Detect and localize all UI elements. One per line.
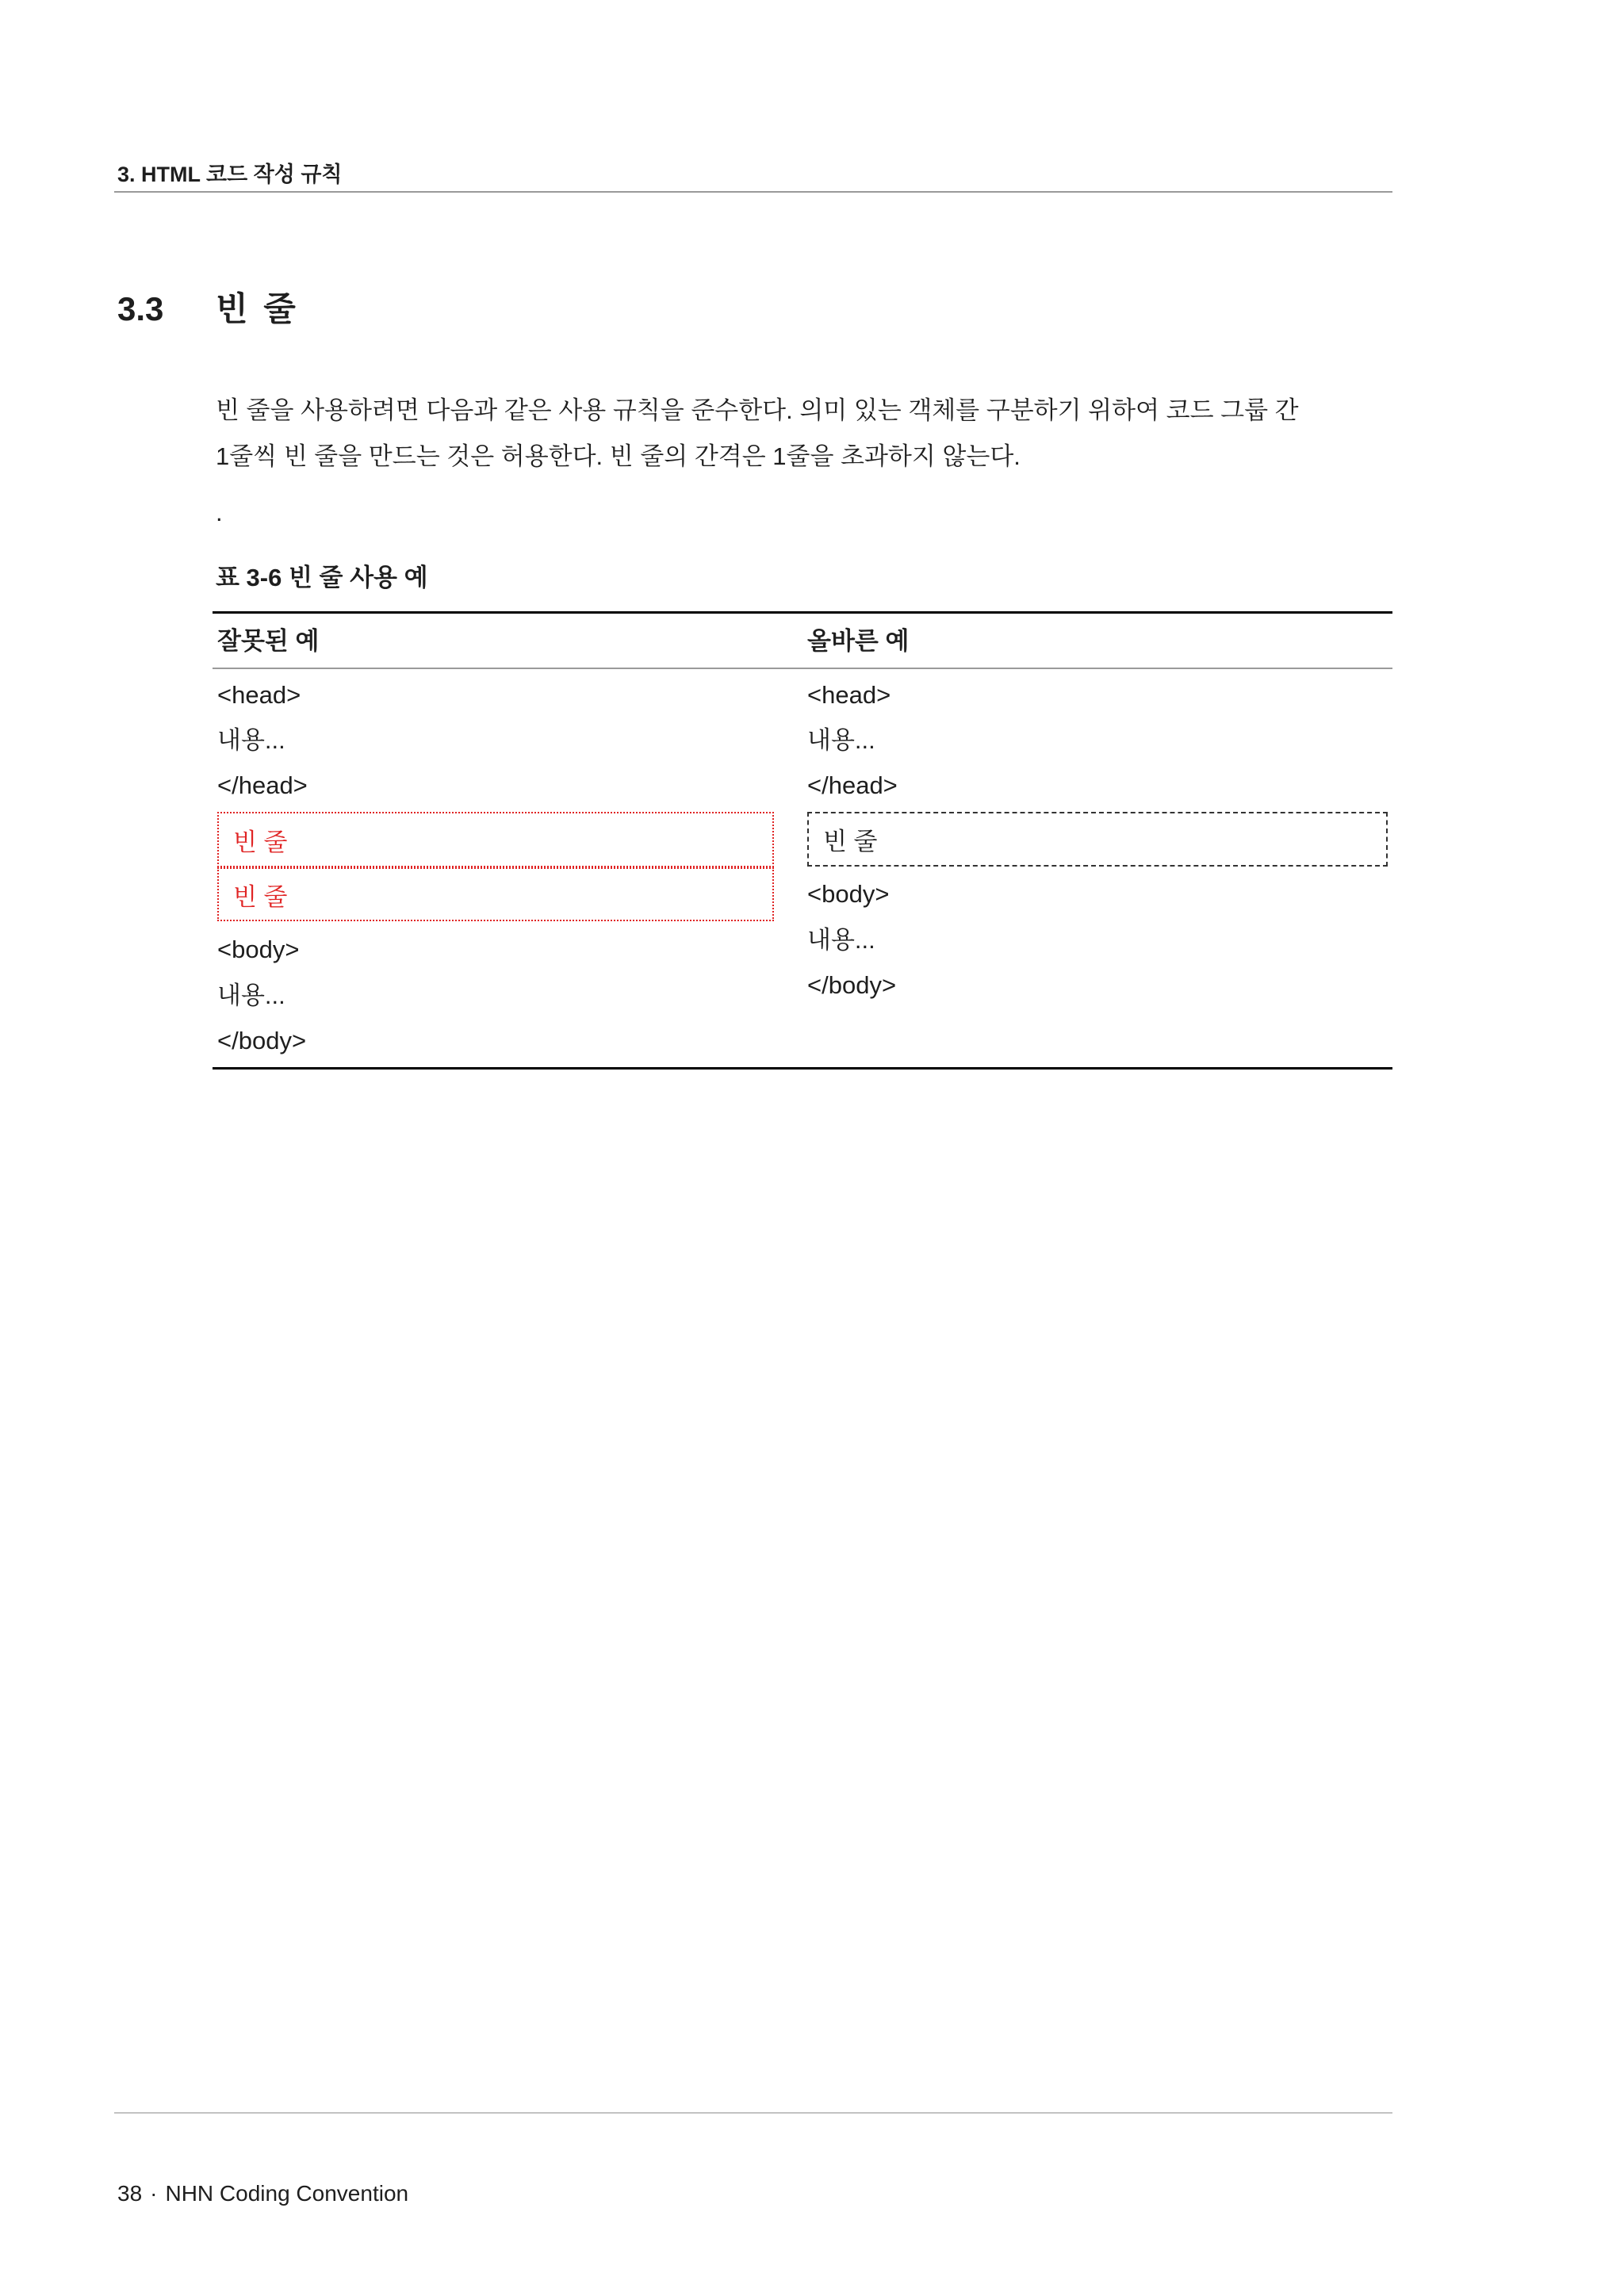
blank-line-box — [807, 812, 1388, 867]
code-line: </head> — [217, 771, 308, 799]
blank-line-box-highlighted — [217, 867, 774, 921]
blank-line-label: 빈 줄 — [823, 828, 878, 855]
blank-line-label: 빈 줄 — [233, 882, 288, 911]
page-footer — [117, 2178, 408, 2210]
blank-line-label: 빈 줄 — [233, 828, 288, 856]
blank-line-box-highlighted — [217, 812, 774, 867]
paragraph-line: 빈 줄을 사용하려면 다음과 같은 사용 규칙을 준수한다. 의미 있는 객체를 구분하기 위하여 코드 그룹 간 — [216, 396, 1299, 424]
column-header-correct: 올바른 예 — [807, 627, 910, 655]
header-rule — [114, 191, 1392, 193]
table-bottom-rule — [213, 1067, 1392, 1070]
code-line: </head> — [807, 771, 898, 799]
code-line: 내용... — [807, 926, 875, 954]
section-number: 3.3 — [117, 290, 164, 327]
section-title: 빈 줄 — [216, 290, 299, 327]
code-line: </body> — [807, 971, 897, 999]
stray-period: . — [216, 499, 223, 526]
column-header-wrong: 잘못된 예 — [217, 627, 320, 655]
page-number: 38 — [117, 2181, 143, 2206]
code-line: 내용... — [807, 726, 875, 754]
paragraph-line: 1줄씩 빈 줄을 만드는 것은 허용한다. 빈 줄의 간격은 1줄을 초과하지 않는다. — [216, 442, 1021, 470]
code-line: <body> — [217, 936, 300, 963]
table-top-rule — [213, 611, 1392, 614]
code-line: 내용... — [217, 726, 285, 754]
footer-separator: · — [150, 2181, 158, 2206]
footer-rule — [114, 2112, 1392, 2114]
table-header-rule — [213, 668, 1392, 669]
table-caption: 표 3-6 빈 줄 사용 예 — [216, 564, 428, 591]
code-line: <head> — [217, 681, 301, 709]
footer-title: NHN Coding Convention — [165, 2181, 409, 2206]
code-line: </body> — [217, 1027, 307, 1054]
running-header: 3. HTML 코드 작성 규칙 — [117, 163, 343, 186]
code-line: 내용... — [217, 982, 285, 1009]
code-line: <head> — [807, 681, 891, 709]
code-line: <body> — [807, 880, 890, 908]
body-paragraph — [216, 388, 1299, 480]
